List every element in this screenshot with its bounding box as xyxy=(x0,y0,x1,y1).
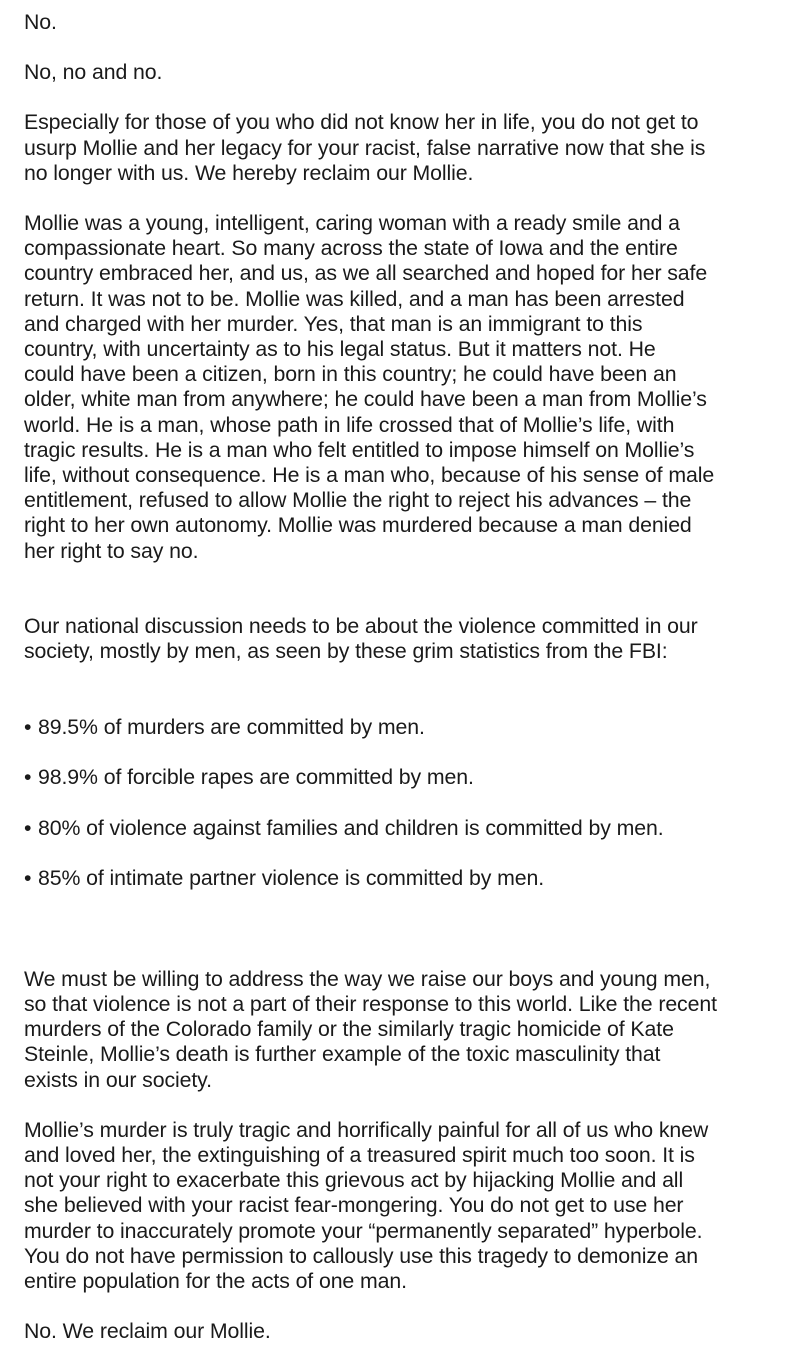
paragraph-opening-no: No. xyxy=(24,10,57,34)
statistics-intro: Our national discussion needs to be about the violence committed in our society, mostly by men, as seen by these grim statistics from the FBI: xyxy=(24,614,698,664)
statistic-item: • 80% of violence against families and children is committed by men. xyxy=(24,816,794,841)
paragraph-closing: No. We reclaim our Mollie. xyxy=(24,1319,271,1344)
statistic-item: • 85% of intimate partner violence is committed by men. xyxy=(24,866,794,891)
paragraph-about-mollie: Mollie was a young, intelligent, caring woman with a ready smile and a compassionate heart. So many across the state of Iowa and the entire country embraced her, and us, as we all searched and hoped for her safe return. It was not to be. Mollie was killed, and a man has been arrested and charged with her murder. Yes, that man is an immigrant to this country, with uncertainty as to his legal status. But it matters not. He could have been a citizen, born in this country; he could have been an older, white man from anywhere; he could have been a man from Mollie’s world. He is a man, whose path in life crossed that of Mollie’s life, with tragic results. He is a man who felt entitled to impose himself on Mollie’s life, without consequence. He is a man who, because of his sense of male entitlement, refused to allow Mollie the right to reject his advances – the right to her own autonomy. Mollie was murdered because a man denied her right to say no. xyxy=(24,211,715,563)
paragraph-raise-boys: We must be willing to address the way we raise our boys and young men, so that violence is not a part of their response to this world. Like the recent murders of the Colorado family or the similarly tragic homicide of Kate Steinle, Mollie’s death is further example of the toxic masculinity that exists in our society. xyxy=(24,966,717,1092)
statistics-section xyxy=(24,589,794,942)
paragraph-tragic-murder: Mollie’s murder is truly tragic and horrifically painful for all of us who knew and loved her, the extinguishing of a treasured spirit much too soon. It is not your right to exacerbate this grievous act by hijacking Mollie and all she believed with your racist fear-mongering. You do not get to use her murder to inaccurately promote your “permanently separated” hyperbole. You do not have permission to callously use this tragedy to demonize an entire population for the acts of one man. xyxy=(24,1117,709,1293)
paragraph-no-no-no: No, no and no. xyxy=(24,60,163,85)
paragraph-reclaim: Especially for those of you who did not know her in life, you do not get to usurp Mollie and her legacy for your racist, false narrative now that she is no longer with us. We hereby reclaim our Mollie. xyxy=(24,110,706,185)
statistics-list xyxy=(24,690,794,917)
statistic-item: • 98.9% of forcible rapes are committed by men. xyxy=(24,765,794,790)
statement-document xyxy=(24,10,794,1369)
statistic-item: • 89.5% of murders are committed by men. xyxy=(24,715,794,740)
